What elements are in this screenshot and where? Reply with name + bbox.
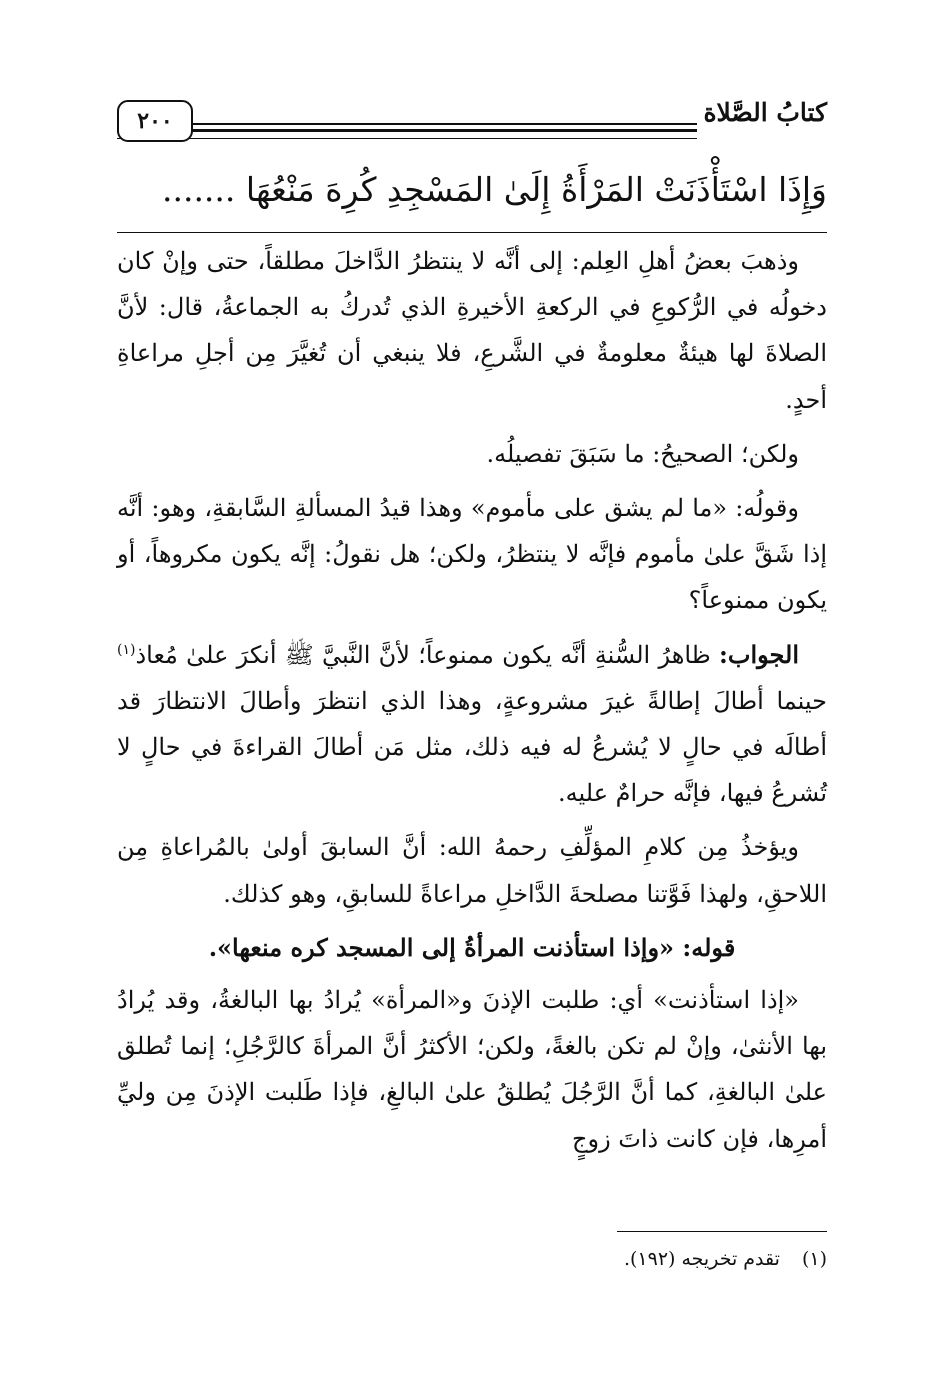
answer-label: الجواب: [719, 639, 799, 669]
commentary-body [117, 238, 827, 1170]
matn-separator [117, 232, 827, 233]
footnote-separator [617, 1231, 827, 1232]
header-rule-top [117, 123, 697, 125]
paragraph: وقولُه: «ما لم يشق على مأموم» وهذا قيدُ المسألةِ السَّابقةِ، وهو: أنَّه إذا شَقَّ علىٰ مأموم فإنَّه لا ينتظرُ، ولكن؛ هل نقولُ: إنَّه يكون مكروهاً، أو يكون ممنوعاً؟ [117, 494, 827, 615]
paragraph: وذهبَ بعضُ أهلِ العِلم: إلى أنَّه لا ينتظرُ الدَّاخلَ مطلقاً، حتى وإنْ كان دخولُه في الرُّكوعِ في الركعةِ الأخيرةِ الذي تُدركُ به الجماعةُ، قال: لأنَّ الصلاةَ لها هيئةٌ معلومةٌ في الشَّرعِ، فلا ينبغي أن تُغيَّرَ مِن أجلِ مراعاةِ أحدٍ. [117, 247, 827, 414]
heading-text: «وإذا استأذنت المرأةُ إلى المسجد كره منعها». [208, 932, 683, 962]
book-title: كتابُ الصَّلاة [703, 98, 827, 127]
section-heading [117, 925, 827, 971]
paragraph: ولكن؛ الصحيحُ: ما سَبَقَ تفصيلُه. [486, 439, 799, 468]
running-header [117, 92, 827, 152]
heading-lead: قوله: [682, 932, 736, 962]
header-rule-bottom [117, 138, 697, 139]
paragraph [117, 632, 827, 817]
matn-text: وَإِذَا اسْتَأْذَنَتْ المَرْأَةُ إِلَىٰ المَسْجِدِ كُرِهَ مَنْعُهَا ....... [161, 170, 827, 209]
paragraph: ويؤخذُ مِن كلامِ المؤلِّفِ رحمهُ الله: أنَّ السابقَ أولىٰ بالمُراعاةِ مِن اللاحقِ، ولهذا فَوَّتنا مصلحةَ الدَّاخلِ مراعاةً للسابقِ، وهو كذلك. [117, 833, 827, 908]
footnote-number: (١) [801, 1248, 827, 1270]
footnote-reference[interactable]: (١) [117, 641, 136, 658]
paragraph: «إذا استأذنت» أي: طلبت الإذنَ و«المرأة» يُرادُ بها البالغةُ، وقد يُرادُ بها الأنثىٰ، وإنْ لم تكن بالغةً، ولكن؛ الأكثرُ أنَّ المرأةَ كالرَّجُلِ؛ إنما تُطلق علىٰ البالغةِ، كما أنَّ الرَّجُلَ يُطلقُ علىٰ البالغِ، فإذا طَلبت الإذنَ مِن وليِّ أمرِها، فإن كانت ذاتَ زوجٍ [117, 986, 827, 1153]
paragraph-text: ظاهرُ السُّنةِ أنَّه يكون ممنوعاً؛ لأنَّ النَّبيَّ ﷺ أنكرَ علىٰ مُعاذ [135, 640, 719, 669]
header-rule-middle [117, 129, 697, 132]
footnote-text: تقدم تخريجه (١٩٢). [623, 1248, 780, 1270]
footnote [327, 1244, 827, 1274]
page-number: ٢٠٠ [117, 100, 193, 142]
paragraph-text: حينما أطالَ إطالةً غيرَ مشروعةٍ، وهذا الذي انتظرَ وأطالَ الانتظارَ قد أطالَه في حالٍ لا يُشرعُ له فيه ذلك، مثل مَن أطالَ القراءةَ في حالٍ لا تُشرعُ فيها، فإنَّه حرامٌ عليه. [117, 686, 827, 808]
